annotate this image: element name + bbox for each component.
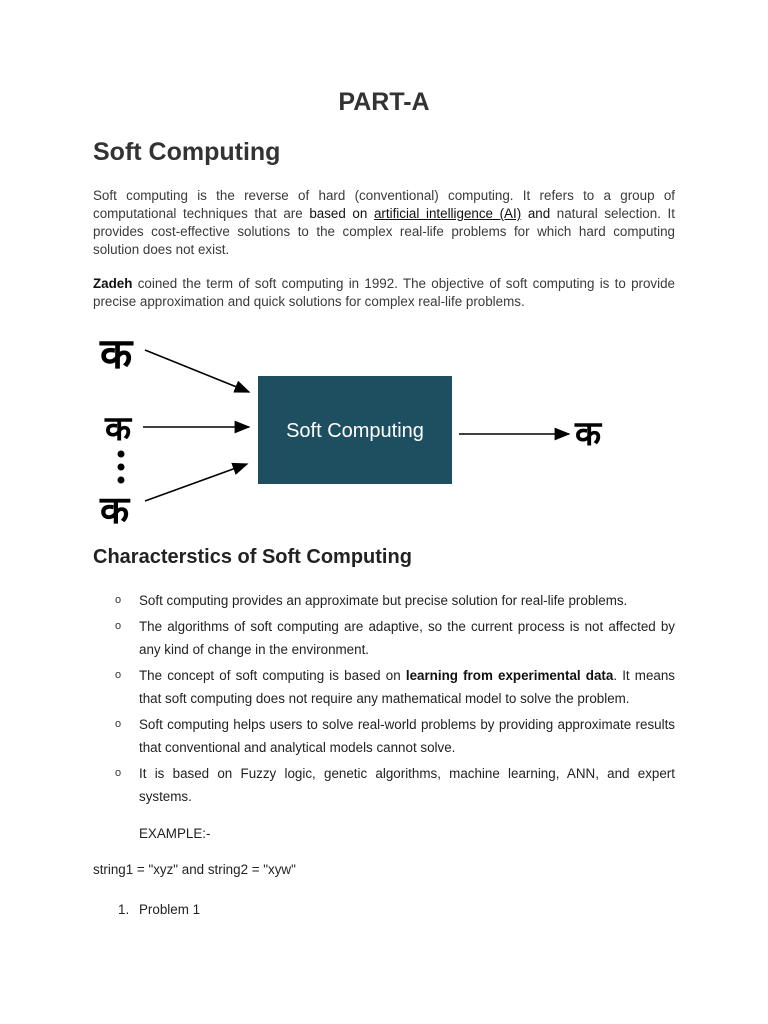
input-glyph-1: क xyxy=(100,329,133,378)
intro-text-and: and xyxy=(527,206,551,221)
characteristics-heading: Characterstics of Soft Computing xyxy=(93,546,412,568)
intro-paragraph-1 xyxy=(93,187,675,259)
intro-text-part-a: Soft computing is the reverse of hard (conventional) computing. It refers to a group of computational techniques that are xyxy=(93,188,675,221)
intro-paragraph-2 xyxy=(93,275,675,311)
bullet-marker: o xyxy=(115,620,122,632)
intro-text-zadeh-rest: coined the term of soft computing in 1992. The objective of soft computing is to provide precise approximation and quick solutions for complex real-life problems. xyxy=(93,276,675,309)
input-arrow-3 xyxy=(145,464,247,501)
bullet-marker: o xyxy=(115,669,122,681)
characteristics-list xyxy=(93,589,675,811)
ordered-list-item xyxy=(118,902,200,917)
list-item-text-pre: The concept of soft computing is based on xyxy=(139,668,406,683)
bullet-marker: o xyxy=(115,767,122,779)
input-arrow-1 xyxy=(145,350,249,392)
list-item-text-post: . It means that soft computing does not require any mathematical model to solve the problem. xyxy=(139,668,675,706)
input-glyph-2: क xyxy=(105,409,132,449)
list-item-text-bold: learning from experimental data xyxy=(405,668,614,683)
list-item xyxy=(93,615,675,661)
list-item xyxy=(93,762,675,808)
ai-link[interactable]: artificial intelligence (AI) xyxy=(373,206,522,221)
bullet-marker: o xyxy=(115,594,122,606)
list-item xyxy=(93,713,675,759)
bullet-marker: o xyxy=(115,718,122,730)
ellipsis-dot-2 xyxy=(118,464,125,471)
zadeh-name: Zadeh xyxy=(93,276,133,291)
soft-computing-box-label: Soft Computing xyxy=(286,420,424,442)
list-item xyxy=(93,664,675,710)
ordered-list-label: Problem 1 xyxy=(139,902,201,917)
intro-text-part-d: natural selection. It provides cost-effective solutions to the complex real-life problems for which hard computing solution does not exist. xyxy=(93,206,675,257)
ellipsis-dot-1 xyxy=(118,451,125,458)
list-item-text: Soft computing provides an approximate but precise solution for real-life problems. xyxy=(139,593,628,608)
ordered-list-number: 1. xyxy=(118,902,130,917)
string-definition-line: string1 = "xyz" and string2 = "xyw" xyxy=(93,862,296,877)
example-label: EXAMPLE:- xyxy=(139,826,211,841)
soft-computing-diagram xyxy=(93,326,653,536)
ellipsis-dot-3 xyxy=(118,477,125,484)
list-item-text: It is based on Fuzzy logic, genetic algorithms, machine learning, ANN, and expert systems. xyxy=(139,766,675,804)
list-item-text: The algorithms of soft computing are adaptive, so the current process is not affected by any kind of change in the environment. xyxy=(139,619,675,657)
intro-text-based-on: based on xyxy=(309,206,368,221)
section-heading: Soft Computing xyxy=(93,138,281,166)
page-title: PART-A xyxy=(338,88,430,116)
list-item-text: Soft computing helps users to solve real-world problems by providing approximate results that conventional and analytical models cannot solve. xyxy=(139,717,675,755)
input-glyph-3: क xyxy=(100,488,130,532)
output-glyph: क xyxy=(575,414,602,454)
list-item xyxy=(93,589,675,612)
